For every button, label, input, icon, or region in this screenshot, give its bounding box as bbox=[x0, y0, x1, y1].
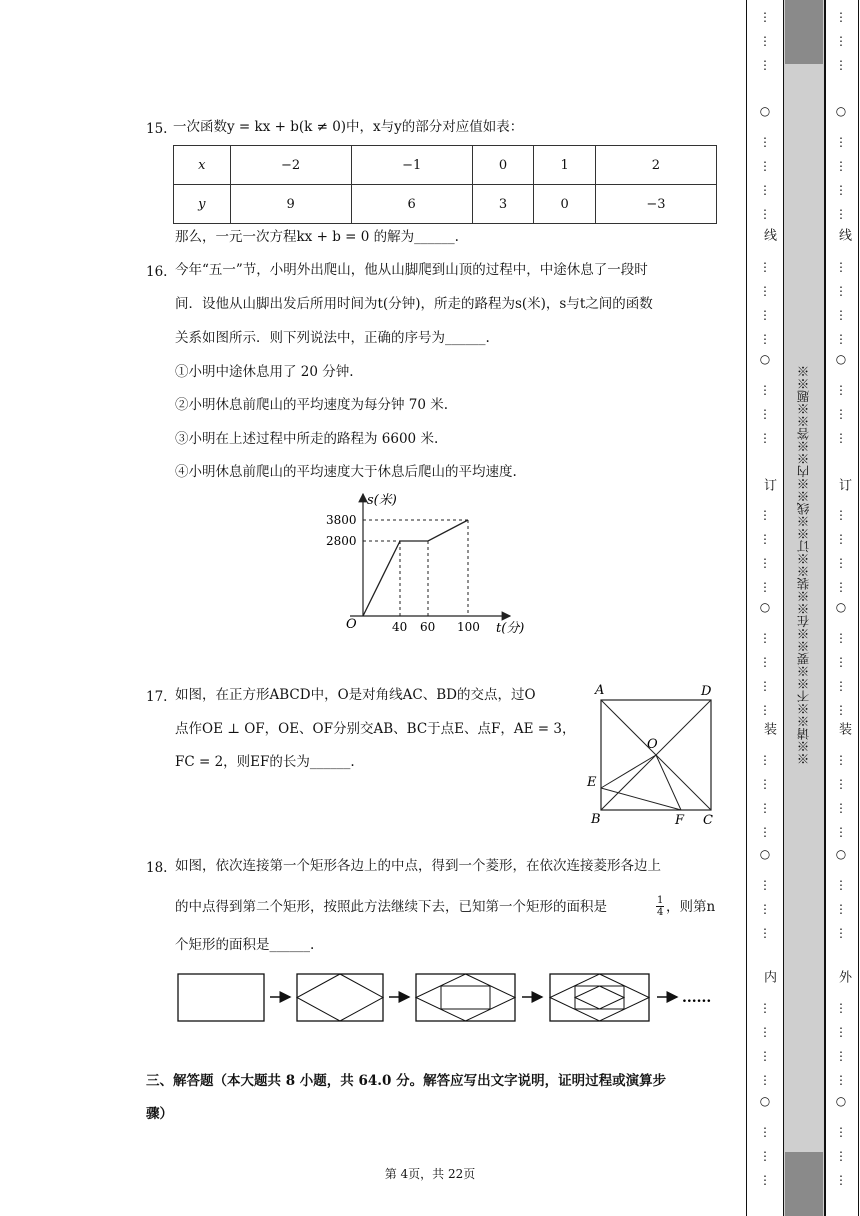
binding-dots: ⋮ ⋮ ⋮ ⋮ bbox=[759, 260, 771, 346]
binding-dots: ⋮ ⋮ ⋮ bbox=[835, 1125, 847, 1187]
q15-question: 那么，一元一次方程kx + b = 0 的解为______. bbox=[175, 229, 459, 245]
rhombus-3 bbox=[416, 974, 515, 1021]
q16-line-2: 间．设他从山脚出发后所用时间为t(分钟)，所走的路程为s(米)，s与t之间的函数 bbox=[175, 296, 653, 312]
binding-dots: ⋮ ⋮ ⋮ ⋮ bbox=[759, 135, 771, 221]
circle-mark: ○ bbox=[759, 352, 771, 366]
segment-ef bbox=[601, 788, 681, 810]
table-row bbox=[174, 185, 717, 224]
section-3-heading: 三、解答题（本大题共 8 小题，共 64.0 分。解答应写出文字说明，证明过程或演算步 bbox=[146, 1073, 667, 1089]
circle-mark: ○ bbox=[759, 600, 771, 614]
rectangle-4 bbox=[550, 974, 649, 1021]
x-axis-label: t(分) bbox=[496, 621, 525, 636]
band-top-block bbox=[785, 0, 823, 64]
no-answer-warning: ※※请※※不※※要※※在※※装※※订※※线※※内※※答※※题※※ bbox=[796, 365, 811, 765]
x-tick-label: 100 bbox=[457, 620, 480, 634]
circle-mark: ○ bbox=[835, 352, 847, 366]
table-cell: −3 bbox=[595, 185, 716, 224]
binding-dots: ⋮ ⋮ ⋮ bbox=[835, 10, 847, 72]
y-axis-label: s(米) bbox=[367, 493, 397, 508]
binding-char-zhuang: 装 bbox=[836, 722, 851, 736]
binding-char-ding: 订 bbox=[761, 478, 776, 492]
rhombus-2 bbox=[297, 974, 383, 1021]
inner-rectangle-4 bbox=[575, 986, 624, 1009]
band-bottom-block bbox=[785, 1152, 823, 1216]
binding-margin bbox=[746, 0, 826, 1216]
q18-line-1: 如图，依次连接第一个矩形各边上的中点，得到一个菱形，在依次连接菱形各边上 bbox=[175, 858, 661, 874]
q15-value-table bbox=[173, 145, 717, 224]
binding-char-line: 线 bbox=[836, 228, 851, 242]
q16-number: 16. bbox=[146, 264, 168, 280]
binding-dots: ⋮ ⋮ ⋮ ⋮ bbox=[835, 135, 847, 221]
binding-dots: ⋮ ⋮ ⋮ ⋮ bbox=[835, 1001, 847, 1087]
circle-mark: ○ bbox=[835, 847, 847, 861]
table-cell: −1 bbox=[351, 146, 472, 185]
fraction-numerator: 1 bbox=[657, 895, 664, 906]
binding-dots: ⋮ ⋮ ⋮ ⋮ bbox=[835, 631, 847, 717]
q17-line-3: FC = 2，则EF的长为______. bbox=[175, 754, 355, 770]
table-cell: 0 bbox=[472, 146, 534, 185]
q16-option-1: ①小明中途休息用了 20 分钟. bbox=[175, 364, 354, 380]
fraction-denominator: 4 bbox=[657, 907, 664, 918]
label-f: F bbox=[675, 813, 685, 828]
table-cell: 6 bbox=[351, 185, 472, 224]
q18-rectangle-sequence bbox=[170, 965, 730, 1030]
x-tick-label: 40 bbox=[392, 620, 408, 634]
label-c: C bbox=[703, 813, 713, 828]
binding-dots: ⋮ ⋮ ⋮ bbox=[759, 383, 771, 445]
label-o: O bbox=[647, 737, 658, 752]
q17-line-2: 点作OE ⊥ OF，OE、OF分别交AB、BC于点E、点F，AE = 3， bbox=[175, 721, 576, 737]
table-header-x: x bbox=[174, 146, 231, 185]
binding-dots: ⋮ ⋮ ⋮ ⋮ bbox=[835, 260, 847, 346]
binding-dots: ⋮ ⋮ ⋮ ⋮ bbox=[835, 753, 847, 839]
label-d: D bbox=[701, 684, 712, 699]
q18-line-2-end: ，则第n bbox=[666, 899, 716, 915]
q16-option-4: ④小明休息前爬山的平均速度大于休息后爬山的平均速度. bbox=[175, 464, 517, 480]
rectangle-2 bbox=[297, 974, 383, 1021]
graph-line bbox=[363, 520, 468, 616]
circle-mark: ○ bbox=[835, 1094, 847, 1108]
q15-stem: 一次函数y = kx + b(k ≠ 0)中，x与y的部分对应值如表： bbox=[173, 119, 524, 135]
x-tick-label: 60 bbox=[420, 620, 436, 634]
binding-char-ding: 订 bbox=[836, 478, 851, 492]
table-cell: 1 bbox=[534, 146, 596, 185]
origin-label: O bbox=[346, 617, 357, 632]
q16-option-2: ②小明休息前爬山的平均速度为每分钟 70 米. bbox=[175, 397, 449, 413]
binding-char-line: 线 bbox=[761, 228, 776, 242]
binding-dots: ⋮ ⋮ ⋮ ⋮ bbox=[759, 753, 771, 839]
table-cell: 9 bbox=[230, 185, 351, 224]
y-tick-label: 2800 bbox=[326, 534, 357, 548]
binding-dots: ⋮ ⋮ ⋮ bbox=[759, 10, 771, 72]
binding-char-zhuang: 装 bbox=[761, 722, 776, 736]
segment-of bbox=[656, 755, 681, 810]
q18-number: 18. bbox=[146, 860, 168, 876]
inner-binding-column bbox=[747, 0, 783, 1216]
q16-distance-time-graph bbox=[320, 488, 540, 638]
q16-line-1: 今年“五一”节，小明外出爬山，他从山脚爬到山顶的过程中，中途休息了一段时 bbox=[175, 262, 648, 278]
binding-dots: ⋮ ⋮ ⋮ ⋮ bbox=[759, 631, 771, 717]
section-3-heading-cont: 骤） bbox=[146, 1106, 173, 1122]
circle-mark: ○ bbox=[835, 104, 847, 118]
inner-rhombus-4 bbox=[575, 986, 624, 1009]
outer-binding-column bbox=[824, 0, 859, 1216]
inner-rectangle-3 bbox=[441, 986, 490, 1009]
y-tick-label: 3800 bbox=[326, 513, 357, 527]
q17-square-figure bbox=[585, 680, 725, 830]
rhombus-4 bbox=[550, 974, 649, 1021]
table-cell: 2 bbox=[595, 146, 716, 185]
rectangle-3 bbox=[416, 974, 515, 1021]
circle-mark: ○ bbox=[759, 1094, 771, 1108]
binding-dots: ⋮ ⋮ ⋮ bbox=[759, 1125, 771, 1187]
binding-dots: ⋮ ⋮ ⋮ ⋮ bbox=[759, 1001, 771, 1087]
circle-mark: ○ bbox=[759, 847, 771, 861]
q18-line-3: 个矩形的面积是______. bbox=[175, 937, 315, 953]
q16-option-3: ③小明在上述过程中所走的路程为 6600 米. bbox=[175, 431, 439, 447]
binding-char-nei: 内 bbox=[761, 970, 776, 984]
circle-mark: ○ bbox=[759, 104, 771, 118]
q15-number: 15. bbox=[146, 121, 168, 137]
circle-mark: ○ bbox=[835, 600, 847, 614]
binding-dots: ⋮ ⋮ ⋮ bbox=[759, 878, 771, 940]
q17-line-1: 如图，在正方形ABCD中，O是对角线AC、BD的交点，过O bbox=[175, 687, 536, 703]
q16-line-3: 关系如图所示．则下列说法中，正确的序号为______. bbox=[175, 330, 490, 346]
table-row bbox=[174, 146, 717, 185]
table-cell: 0 bbox=[534, 185, 596, 224]
label-b: B bbox=[591, 812, 601, 827]
q18-line-2: 的中点得到第二个矩形，按照此方法继续下去，已知第一个矩形的面积是 bbox=[175, 899, 607, 915]
ellipsis: ...... bbox=[682, 990, 712, 1006]
binding-char-wai: 外 bbox=[836, 970, 851, 984]
table-cell: 3 bbox=[472, 185, 534, 224]
table-header-y: y bbox=[174, 185, 231, 224]
label-e: E bbox=[587, 775, 597, 790]
binding-dots: ⋮ ⋮ ⋮ bbox=[835, 383, 847, 445]
page-footer: 第 4页，共 22页 bbox=[384, 1167, 476, 1181]
q17-number: 17. bbox=[146, 689, 168, 705]
binding-dots: ⋮ ⋮ ⋮ bbox=[835, 878, 847, 940]
binding-dots: ⋮ ⋮ ⋮ ⋮ bbox=[835, 508, 847, 594]
binding-dots: ⋮ ⋮ ⋮ ⋮ bbox=[759, 508, 771, 594]
q18-fraction bbox=[656, 895, 664, 918]
rectangle-1 bbox=[178, 974, 264, 1021]
label-a: A bbox=[595, 683, 605, 698]
table-cell: −2 bbox=[230, 146, 351, 185]
